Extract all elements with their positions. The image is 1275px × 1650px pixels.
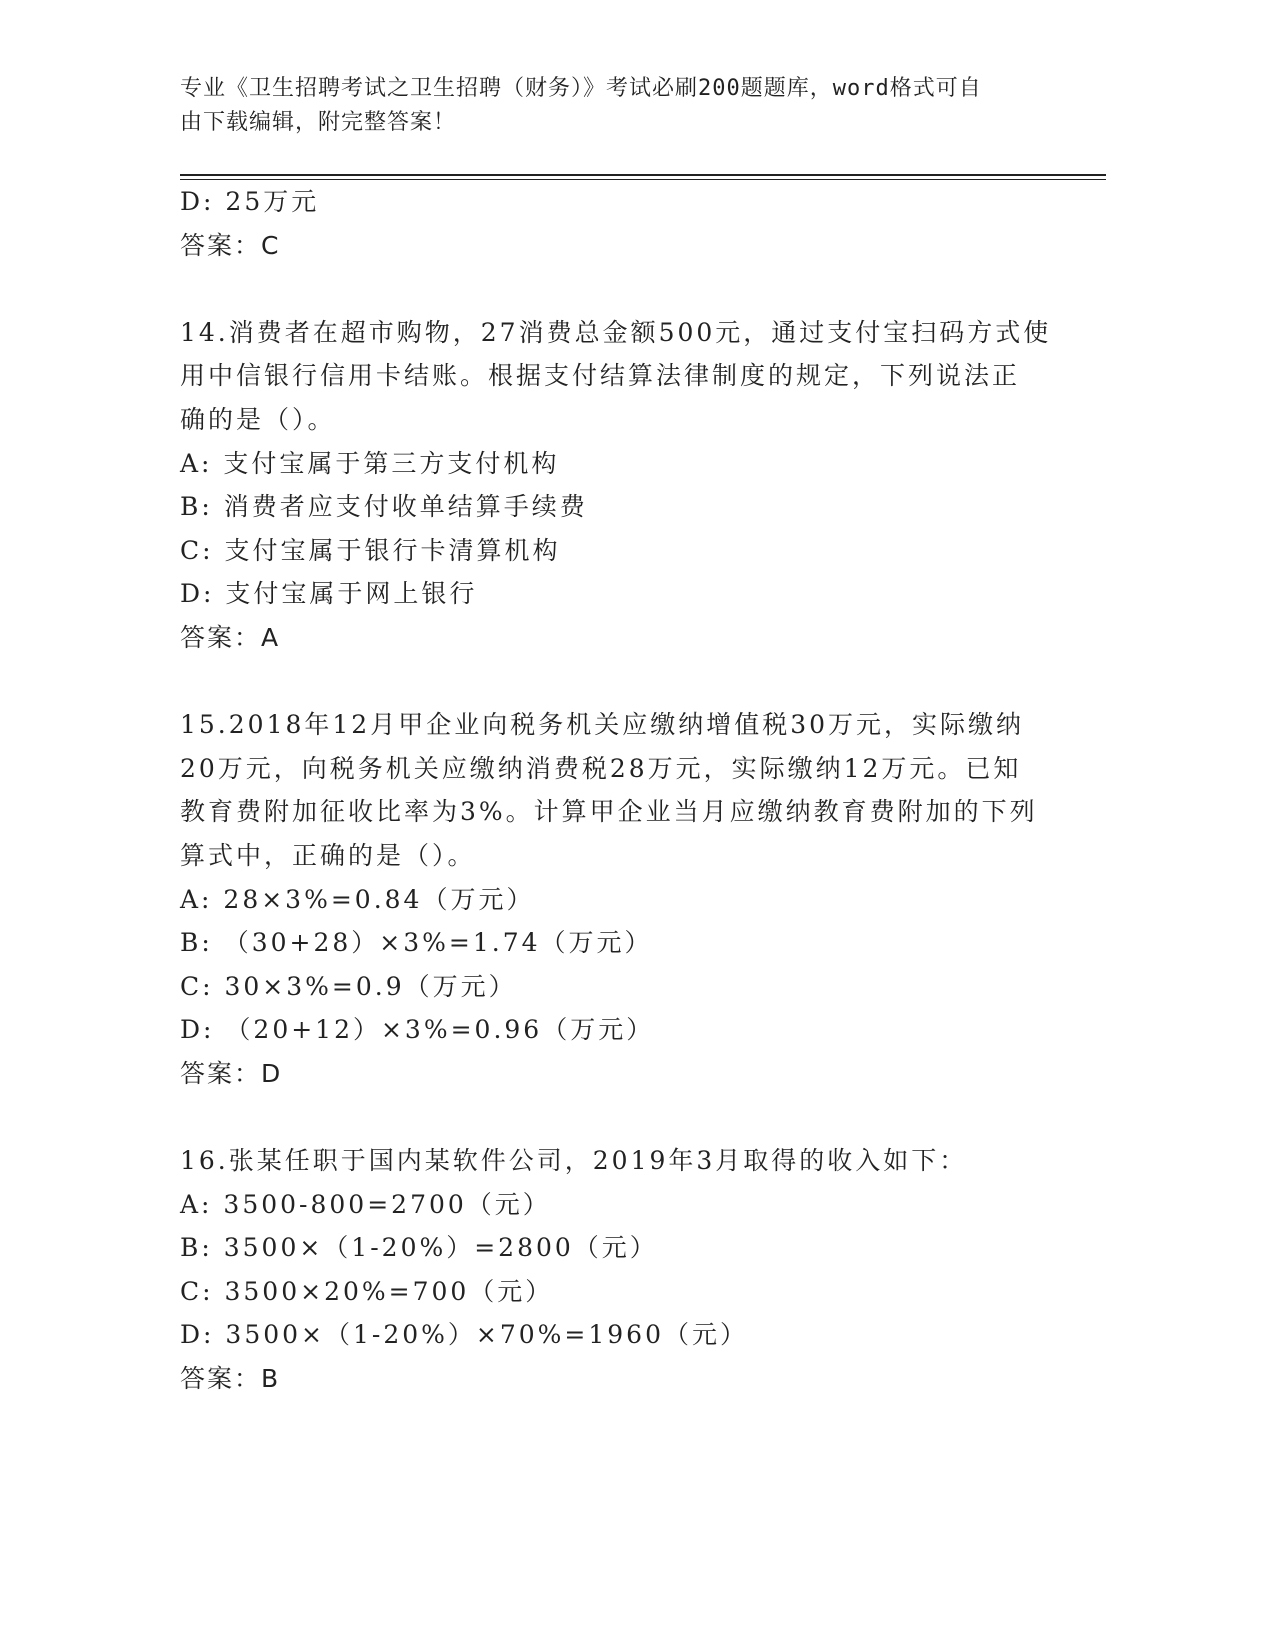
question-stem-line: 14.消费者在超市购物，27消费总金额500元，通过支付宝扫码方式使 [180,317,1052,347]
option-c: C: 30×3%=0.9（万元） [180,971,517,1001]
question-stem-line: 用中信银行信用卡结账。根据支付结算法律制度的规定，下列说法正 [180,361,1021,391]
answer-line: 答案：C [180,230,281,260]
question-stem-line: 算式中，正确的是（）。 [180,840,476,870]
question-stem-line: 教育费附加征收比率为3%。计算甲企业当月应缴纳教育费附加的下列 [180,797,1038,827]
option-b: B: 3500×（1-20%）=2800（元） [180,1233,658,1263]
option-d: D: 支付宝属于网上银行 [180,579,478,609]
option-a: A: 28×3%=0.84（万元） [180,884,535,914]
page-header [180,72,1040,140]
answer-line: 答案：A [180,622,281,652]
spacer [180,1095,1060,1139]
spacer [180,660,1060,704]
answer-line: 答案：D [180,1058,283,1088]
question-stem-line: 20万元，向税务机关应缴纳消费税28万元，实际缴纳12万元。已知 [180,753,1022,783]
option-d: D: 25万元 [180,187,320,216]
header-rule-thick [180,174,1106,176]
option-b: B: 消费者应支付收单结算手续费 [180,492,588,522]
question-15 [180,703,1060,1095]
option-d: D: （20+12）×3%=0.96（万元） [180,1015,655,1045]
previous-question-tail [180,180,1060,267]
document-body [180,180,1060,1401]
question-14 [180,311,1060,660]
question-stem-line: 16.张某任职于国内某软件公司，2019年3月取得的收入如下： [180,1146,968,1176]
option-d: D: 3500×（1-20%）×70%=1960（元） [180,1320,748,1350]
answer-line: 答案：B [180,1364,281,1394]
question-stem-line: 15.2018年12月甲企业向税务机关应缴纳增值税30万元，实际缴纳 [180,710,1025,740]
option-a: A: 支付宝属于第三方支付机构 [180,448,560,478]
header-line-2: 由下载编辑，附完整答案！ [180,110,457,135]
option-c: C: 支付宝属于银行卡清算机构 [180,535,561,565]
question-16 [180,1139,1060,1401]
option-b: B: （30+28）×3%=1.74（万元） [180,928,653,958]
header-line-1: 专业《卫生招聘考试之卫生招聘（财务）》考试必刷200题题库，word格式可自 [180,76,982,101]
spacer [180,267,1060,311]
option-a: A: 3500-800=2700（元） [180,1189,551,1219]
option-c: C: 3500×20%=700（元） [180,1276,554,1306]
question-stem-line: 确的是（）。 [180,404,336,434]
